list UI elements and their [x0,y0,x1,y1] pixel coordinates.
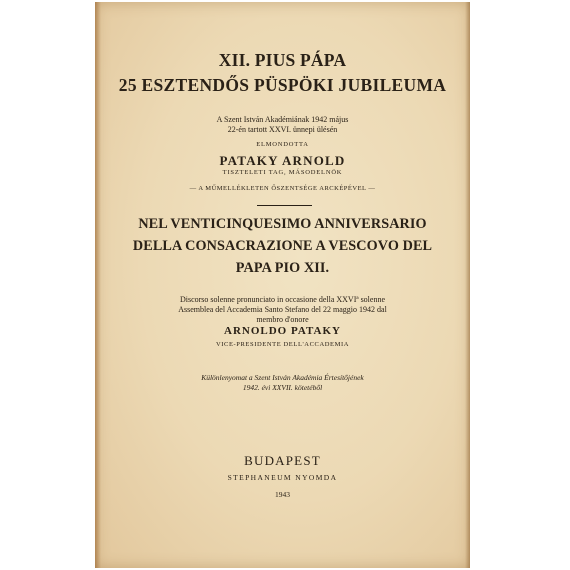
book-cover [95,2,470,568]
italian-occasion-line-3: membro d'onore [256,315,309,324]
italian-title-line-3: PAPA PIO XII. [235,260,330,276]
italian-occasion-text [95,295,470,325]
italian-author-name: ARNOLDO PATAKY [224,325,341,337]
publication-year: 1943 [275,490,290,499]
occasion-line-1: A Szent István Akadémiának 1942 május [216,115,349,124]
author-role: TISZTELETI TAG, MÁSODELNÖK [222,169,343,176]
author-name: PATAKY ARNOLD [219,153,346,168]
italian-title-line-1: NEL VENTICINQUESIMO ANNIVERSARIO [138,216,427,232]
italian-title-line-2: DELLA CONSACRAZIONE A VESCOVO DEL [132,238,433,254]
title-line-1: XII. PIUS PÁPA [218,50,347,70]
delivered-by-label: ELMONDOTTA [256,141,309,148]
publication-city: BUDAPEST [244,453,321,468]
offprint-line-1: Különlenyomat a Szent István Akadémia Értesítőjének [201,373,364,382]
offprint-note [95,373,470,393]
offprint-line-2: 1942. évi XXVII. kötetéből [242,383,323,392]
italian-author-role: VICE-PRESIDENTE DELL'ACCADEMIA [215,341,350,348]
section-divider [257,205,312,206]
italian-occasion-line-1: Discorso solenne pronunciato in occasione della XXVIª solenne [179,295,386,304]
occasion-line-2: 22-én tartott XXVI. ünnepi ülésén [227,125,338,134]
printer-name: STEPHANEUM NYOMDA [227,473,338,482]
italian-occasion-line-2: Assemblea del Accademia Santo Stefano del 22 maggio 1942 dal [178,305,387,314]
plate-note: — A MŰMELLÉKLETEN ŐSZENTSÉGE ARCKÉPÉVEL — [189,185,376,192]
occasion-text [95,115,470,135]
title-line-2: 25 ESZTENDŐS PÜSPÖKI JUBILEUMA [118,75,447,95]
